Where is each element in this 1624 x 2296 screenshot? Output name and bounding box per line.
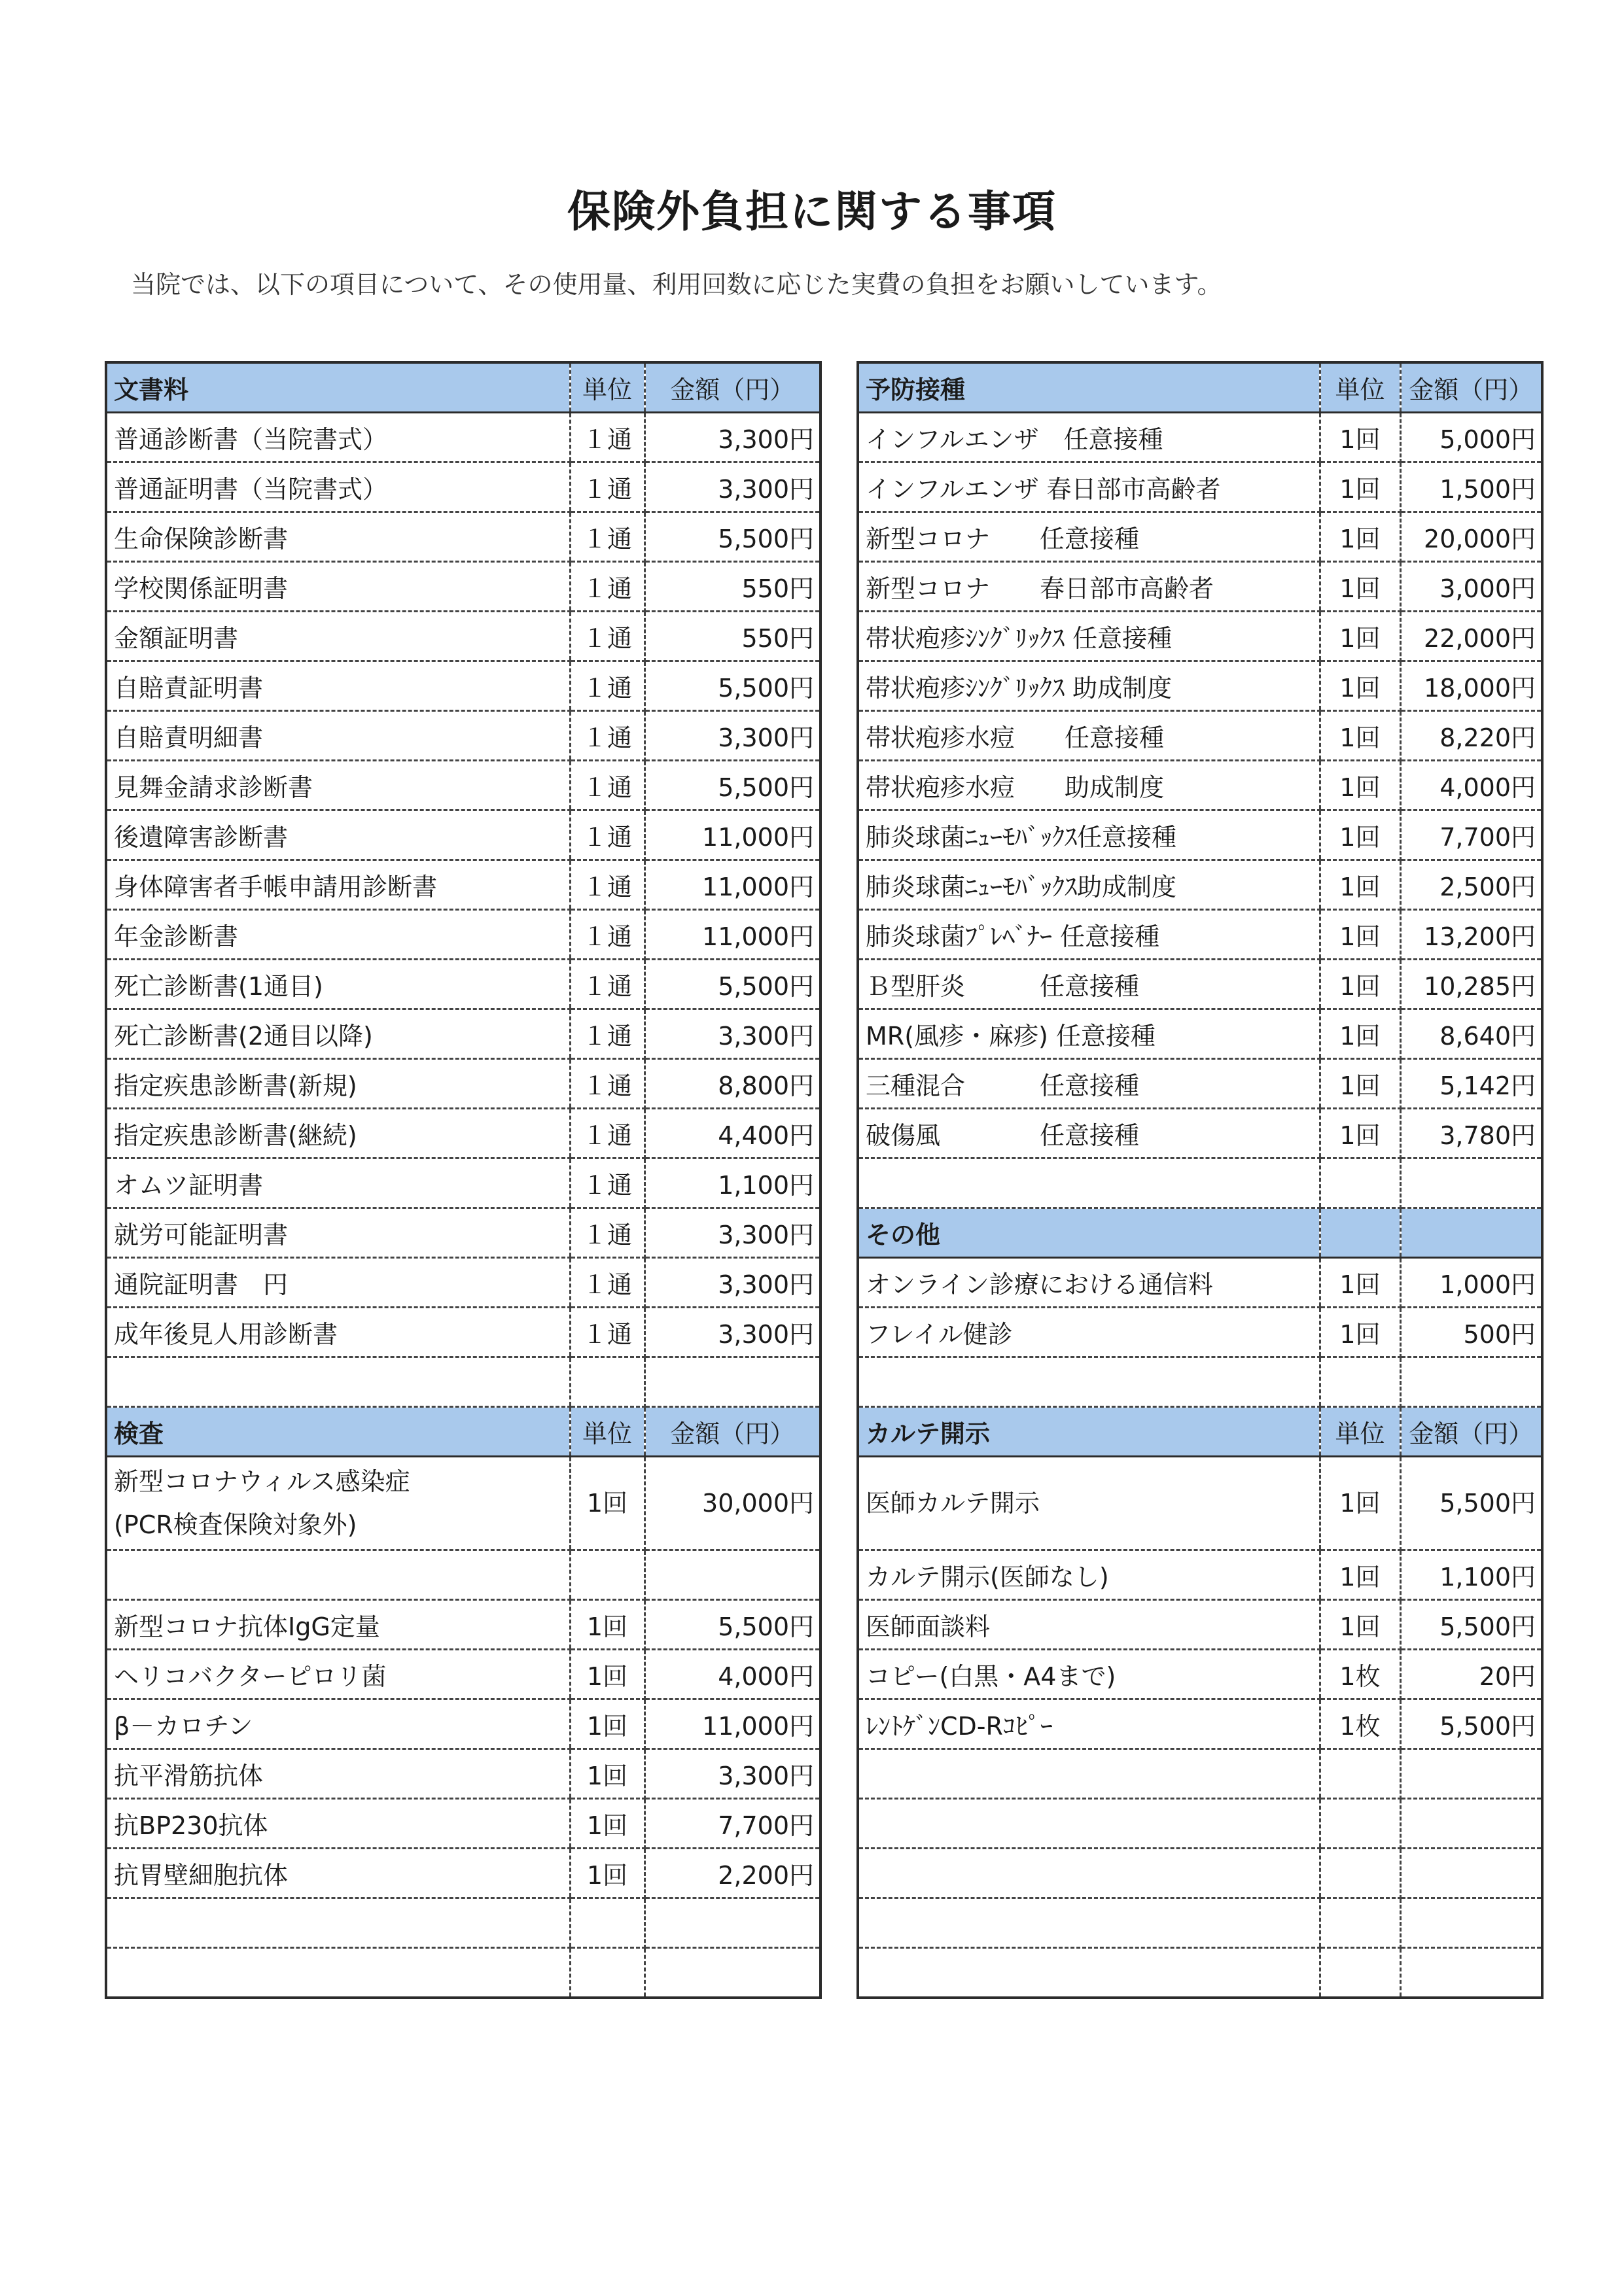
- table-row: [106, 562, 821, 612]
- row-unit: １通: [570, 413, 644, 462]
- row-name: 肺炎球菌ﾆｭｰﾓﾊﾞｯｸｽ任意接種: [858, 810, 1320, 860]
- table-row: [106, 462, 821, 512]
- row-name: 帯状疱疹水痘 助成制度: [858, 761, 1320, 810]
- row-unit: 1回: [1320, 612, 1400, 661]
- table-row: [106, 810, 821, 860]
- row-name: 新型コロナ 春日部市高齢者: [858, 562, 1320, 612]
- row-price: 3,300円: [644, 1009, 821, 1059]
- table-row-empty: [858, 1948, 1542, 1998]
- row-name: 破傷風 任意接種: [858, 1109, 1320, 1158]
- table-row: [858, 1600, 1542, 1650]
- row-price: 4,000円: [644, 1650, 821, 1699]
- row-unit: 1回: [1320, 413, 1400, 462]
- table-row: [106, 1158, 821, 1208]
- table-row: [106, 1009, 821, 1059]
- row-unit: 1回: [570, 1699, 644, 1749]
- row-name: 見舞金請求診断書: [106, 761, 570, 810]
- row-price: 1,000円: [1400, 1258, 1542, 1308]
- row-unit: １通: [570, 1009, 644, 1059]
- row-unit: 1回: [1320, 1059, 1400, 1109]
- row-name: 肺炎球菌ﾌﾟﾚﾍﾞﾅｰ 任意接種: [858, 910, 1320, 960]
- row-price: 5,500円: [1400, 1600, 1542, 1650]
- row-price: 22,000円: [1400, 612, 1542, 661]
- row-unit: １通: [570, 910, 644, 960]
- row-name: 死亡診断書(1通目): [106, 960, 570, 1009]
- table-row-empty: [106, 1948, 821, 1998]
- row-unit: １通: [570, 860, 644, 910]
- row-unit: 1回: [1320, 1109, 1400, 1158]
- table-row: [858, 413, 1542, 462]
- section-title: 検査: [106, 1407, 570, 1457]
- row-unit: 1回: [1320, 960, 1400, 1009]
- row-unit: 1回: [1320, 1258, 1400, 1308]
- row-name: 死亡診断書(2通目以降): [106, 1009, 570, 1059]
- row-name: MR(風疹・麻疹) 任意接種: [858, 1009, 1320, 1059]
- table-row: [106, 860, 821, 910]
- table-row-empty: [858, 1799, 1542, 1849]
- row-name: 新型コロナ 任意接種: [858, 512, 1320, 562]
- row-unit: １通: [570, 1308, 644, 1357]
- row-unit: 1回: [570, 1849, 644, 1898]
- table-row: [106, 512, 821, 562]
- row-price: 5,500円: [644, 661, 821, 711]
- table-row: [106, 1457, 821, 1550]
- row-name: ヘリコバクターピロリ菌: [106, 1650, 570, 1699]
- row-unit: １通: [570, 562, 644, 612]
- column-header-price: 金額（円）: [644, 362, 821, 413]
- row-name-line2: (PCR検査保険対象外): [114, 1510, 357, 1539]
- table-row: [106, 661, 821, 711]
- row-price: 550円: [644, 612, 821, 661]
- row-price: 11,000円: [644, 910, 821, 960]
- table-row: [858, 1109, 1542, 1158]
- row-name: コピー(白黒・A4まで): [858, 1650, 1320, 1699]
- table-row: [858, 562, 1542, 612]
- column-header-unit: 単位: [570, 1407, 644, 1457]
- column-header-price: 金額（円）: [644, 1407, 821, 1457]
- row-unit: 1回: [1320, 661, 1400, 711]
- row-price: 3,300円: [644, 1208, 821, 1258]
- row-unit: 1回: [1320, 711, 1400, 761]
- column-header-unit: 単位: [570, 362, 644, 413]
- row-price: 5,000円: [1400, 413, 1542, 462]
- row-name: 抗BP230抗体: [106, 1799, 570, 1849]
- table-row: [858, 1258, 1542, 1308]
- table-row: [106, 1849, 821, 1898]
- table-row-empty: [858, 1898, 1542, 1948]
- row-name: 帯状疱疹ｼﾝｸﾞﾘｯｸｽ 任意接種: [858, 612, 1320, 661]
- row-name: β－カロチン: [106, 1699, 570, 1749]
- row-price: 5,500円: [1400, 1457, 1542, 1550]
- table-row: [106, 1650, 821, 1699]
- table-row: [106, 1749, 821, 1799]
- table-row: [858, 810, 1542, 860]
- row-unit: 1回: [1320, 1457, 1400, 1550]
- table-row: [858, 910, 1542, 960]
- section-title: その他: [858, 1208, 1320, 1258]
- row-name-line1: 新型コロナウィルス感染症: [114, 1467, 410, 1496]
- table-row: [858, 512, 1542, 562]
- row-price: 5,500円: [644, 761, 821, 810]
- table-row: [858, 860, 1542, 910]
- column-header-unit: 単位: [1320, 1407, 1400, 1457]
- row-name: 三種混合 任意接種: [858, 1059, 1320, 1109]
- row-price: 7,700円: [1400, 810, 1542, 860]
- row-price: 4,000円: [1400, 761, 1542, 810]
- row-name: 自賠責証明書: [106, 661, 570, 711]
- row-unit: 1回: [1320, 810, 1400, 860]
- row-name: 医師カルテ開示: [858, 1457, 1320, 1550]
- row-price: 3,300円: [644, 1258, 821, 1308]
- fee-table-right: [856, 361, 1544, 1999]
- row-price: 3,300円: [644, 711, 821, 761]
- table-row: [858, 612, 1542, 661]
- row-unit: 1回: [570, 1749, 644, 1799]
- row-price: 13,200円: [1400, 910, 1542, 960]
- table-row-empty: [858, 1749, 1542, 1799]
- row-name: 医師面談料: [858, 1600, 1320, 1650]
- row-name: 就労可能証明書: [106, 1208, 570, 1258]
- table-row-empty: [858, 1158, 1542, 1208]
- table-row: [106, 1109, 821, 1158]
- table-row: [106, 612, 821, 661]
- row-unit: １通: [570, 1258, 644, 1308]
- row-price: 5,500円: [644, 512, 821, 562]
- row-price: 1,100円: [644, 1158, 821, 1208]
- row-unit: 1回: [1320, 910, 1400, 960]
- row-price: 5,500円: [644, 960, 821, 1009]
- row-name: 身体障害者手帳申請用診断書: [106, 860, 570, 910]
- table-row: [106, 910, 821, 960]
- table-row: [106, 413, 821, 462]
- row-unit: １通: [570, 512, 644, 562]
- row-price: 11,000円: [644, 810, 821, 860]
- row-unit: 1回: [570, 1650, 644, 1699]
- row-unit: 1枚: [1320, 1699, 1400, 1749]
- row-price: 3,300円: [644, 1308, 821, 1357]
- row-price: 3,300円: [644, 1749, 821, 1799]
- row-name: 抗平滑筋抗体: [106, 1749, 570, 1799]
- table-row: [106, 1208, 821, 1258]
- row-unit: 1回: [570, 1457, 644, 1550]
- row-name: 後遺障害診断書: [106, 810, 570, 860]
- table-row: [858, 661, 1542, 711]
- row-unit: 1回: [1320, 860, 1400, 910]
- page-subtitle: 当院では、以下の項目について、その使用量、利用回数に応じた実費の負担をお願いしています。: [131, 270, 1222, 299]
- row-unit: 1回: [1320, 1308, 1400, 1357]
- table-row-empty: [106, 1898, 821, 1948]
- row-name: フレイル健診: [858, 1308, 1320, 1357]
- row-unit: 1回: [570, 1799, 644, 1849]
- row-name: オムツ証明書: [106, 1158, 570, 1208]
- row-name: 生命保険診断書: [106, 512, 570, 562]
- table-row-empty: [106, 1357, 821, 1407]
- row-name: 学校関係証明書: [106, 562, 570, 612]
- row-unit: 1枚: [1320, 1650, 1400, 1699]
- row-price: 20円: [1400, 1650, 1542, 1699]
- table-row: [858, 1650, 1542, 1699]
- table-row: [106, 711, 821, 761]
- row-unit: １通: [570, 711, 644, 761]
- row-price: 1,500円: [1400, 462, 1542, 512]
- section-header-tests: [106, 1407, 821, 1457]
- row-price: 5,142円: [1400, 1059, 1542, 1109]
- table-row: [858, 1009, 1542, 1059]
- row-name: カルテ開示(医師なし): [858, 1550, 1320, 1600]
- row-unit: １通: [570, 661, 644, 711]
- column-header-price: 金額（円）: [1400, 1407, 1542, 1457]
- row-price: 5,500円: [1400, 1699, 1542, 1749]
- table-row: [858, 1308, 1542, 1357]
- table-row: [106, 960, 821, 1009]
- row-unit: １通: [570, 462, 644, 512]
- row-name: 指定疾患診断書(新規): [106, 1059, 570, 1109]
- row-price: 8,640円: [1400, 1009, 1542, 1059]
- row-unit: １通: [570, 761, 644, 810]
- row-unit: 1回: [1320, 512, 1400, 562]
- table-row: [858, 462, 1542, 512]
- row-name: インフルエンザ 任意接種: [858, 413, 1320, 462]
- column-header-price: 金額（円）: [1400, 362, 1542, 413]
- row-price: 2,200円: [644, 1849, 821, 1898]
- row-name: 自賠責明細書: [106, 711, 570, 761]
- section-header-records: [858, 1407, 1542, 1457]
- row-name: Ｂ型肝炎 任意接種: [858, 960, 1320, 1009]
- table-row: [858, 761, 1542, 810]
- row-name: ﾚﾝﾄｹﾞﾝCD-Rｺﾋﾟｰ: [858, 1699, 1320, 1749]
- section-header-other: [858, 1208, 1542, 1258]
- row-price: 30,000円: [644, 1457, 821, 1550]
- row-name: 抗胃壁細胞抗体: [106, 1849, 570, 1898]
- row-price: 500円: [1400, 1308, 1542, 1357]
- page-title: 保険外負担に関する事項: [567, 186, 1057, 237]
- row-price: 8,800円: [644, 1059, 821, 1109]
- row-name: 普通証明書（当院書式）: [106, 462, 570, 512]
- row-price: 3,780円: [1400, 1109, 1542, 1158]
- table-row: [858, 1059, 1542, 1109]
- table-row: [858, 711, 1542, 761]
- section-title: 文書料: [106, 362, 570, 413]
- row-name: 指定疾患診断書(継続): [106, 1109, 570, 1158]
- row-price: 4,400円: [644, 1109, 821, 1158]
- row-price: 3,300円: [644, 462, 821, 512]
- table-row: [106, 1799, 821, 1849]
- row-name: 帯状疱疹水痘 任意接種: [858, 711, 1320, 761]
- row-price: 1,100円: [1400, 1550, 1542, 1600]
- row-unit: 1回: [1320, 761, 1400, 810]
- row-unit: １通: [570, 1109, 644, 1158]
- fee-table-left: [105, 361, 822, 1999]
- row-name: 金額証明書: [106, 612, 570, 661]
- row-price: 7,700円: [644, 1799, 821, 1849]
- row-price: 10,285円: [1400, 960, 1542, 1009]
- row-price: 3,300円: [644, 413, 821, 462]
- section-header-vaccination: [858, 362, 1542, 413]
- row-price: 550円: [644, 562, 821, 612]
- row-price: 8,220円: [1400, 711, 1542, 761]
- table-row: [106, 1600, 821, 1650]
- table-row: [106, 1699, 821, 1749]
- row-name: 通院証明書 円: [106, 1258, 570, 1308]
- row-unit: １通: [570, 1158, 644, 1208]
- row-unit: 1回: [570, 1600, 644, 1650]
- row-unit: １通: [570, 1208, 644, 1258]
- section-title: カルテ開示: [858, 1407, 1320, 1457]
- row-price: 20,000円: [1400, 512, 1542, 562]
- row-unit: 1回: [1320, 462, 1400, 512]
- row-unit: １通: [570, 960, 644, 1009]
- row-unit: 1回: [1320, 1600, 1400, 1650]
- table-row: [858, 1699, 1542, 1749]
- section-header-documents: [106, 362, 821, 413]
- section-title: 予防接種: [858, 362, 1320, 413]
- row-price: 3,000円: [1400, 562, 1542, 612]
- table-row: [106, 1258, 821, 1308]
- row-unit: 1回: [1320, 1550, 1400, 1600]
- table-row-empty: [858, 1849, 1542, 1898]
- row-name: オンライン診療における通信料: [858, 1258, 1320, 1308]
- table-row: [858, 1550, 1542, 1600]
- row-price: 11,000円: [644, 860, 821, 910]
- row-price: 2,500円: [1400, 860, 1542, 910]
- table-row: [106, 1059, 821, 1109]
- row-unit: １通: [570, 1059, 644, 1109]
- table-row: [858, 1457, 1542, 1550]
- row-name: 帯状疱疹ｼﾝｸﾞﾘｯｸｽ 助成制度: [858, 661, 1320, 711]
- row-price: 18,000円: [1400, 661, 1542, 711]
- row-name: 年金診断書: [106, 910, 570, 960]
- row-unit: 1回: [1320, 562, 1400, 612]
- row-unit: １通: [570, 612, 644, 661]
- column-header-unit: 単位: [1320, 362, 1400, 413]
- row-unit: 1回: [1320, 1009, 1400, 1059]
- row-name: [106, 1457, 570, 1550]
- row-price: 5,500円: [644, 1600, 821, 1650]
- table-row: [106, 1308, 821, 1357]
- row-name: 肺炎球菌ﾆｭｰﾓﾊﾞｯｸｽ助成制度: [858, 860, 1320, 910]
- row-name: 成年後見人用診断書: [106, 1308, 570, 1357]
- table-row-empty: [106, 1550, 821, 1600]
- row-name: 新型コロナ抗体IgG定量: [106, 1600, 570, 1650]
- row-unit: １通: [570, 810, 644, 860]
- row-name: 普通診断書（当院書式）: [106, 413, 570, 462]
- table-row-empty: [858, 1357, 1542, 1407]
- table-row: [106, 761, 821, 810]
- row-price: 11,000円: [644, 1699, 821, 1749]
- table-row: [858, 960, 1542, 1009]
- row-name: インフルエンザ 春日部市高齢者: [858, 462, 1320, 512]
